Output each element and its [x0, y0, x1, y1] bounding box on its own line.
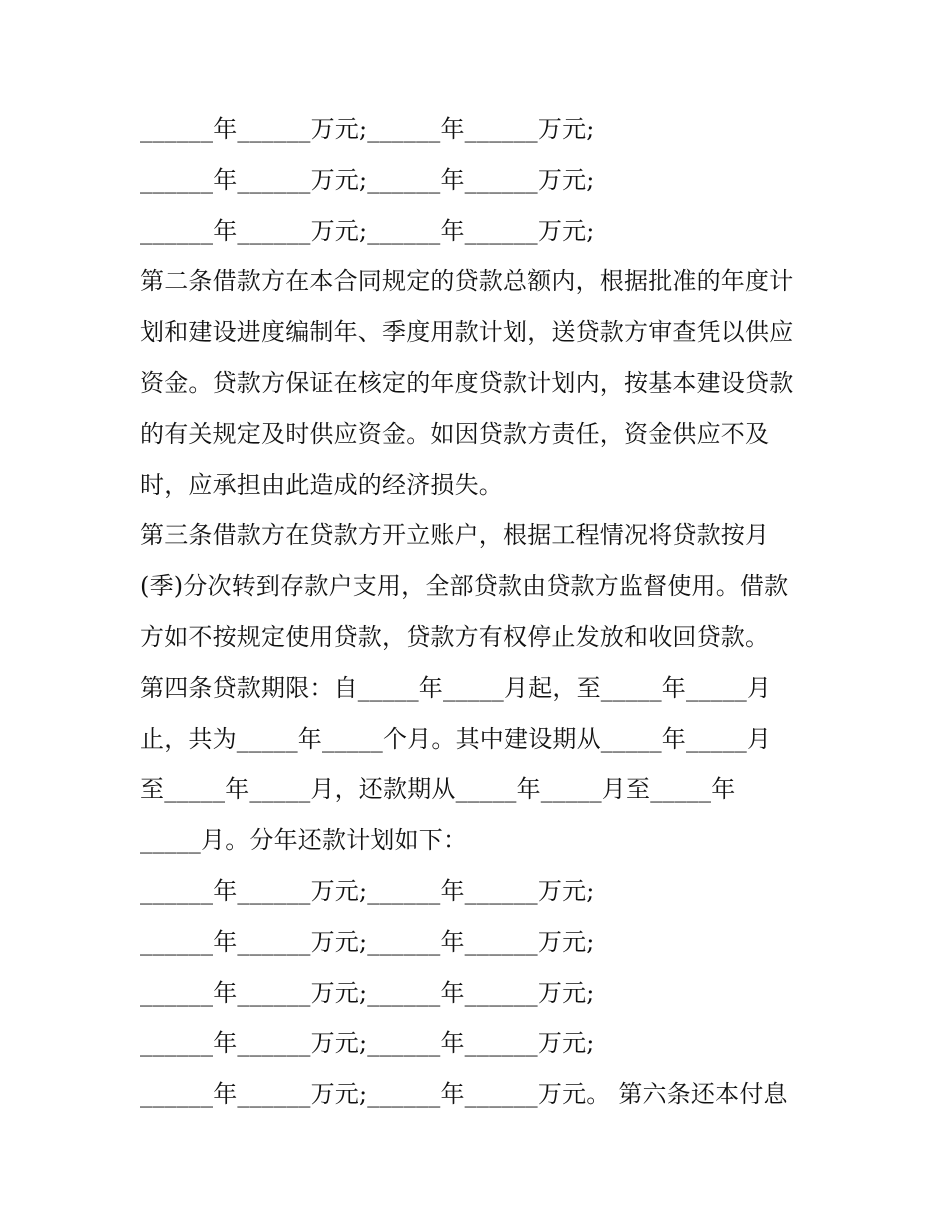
text-line: 的有关规定及时供应资金。如因贷款方责任，资金供应不及 [140, 419, 770, 448]
text-line: 第二条借款方在本合同规定的贷款总额内，根据批准的年度计 [140, 267, 794, 296]
text-line: ______年______万元;______年______万元。 第六条还本付息 [140, 1080, 788, 1109]
text-line: 资金。贷款方保证在核定的年度贷款计划内，按基本建设贷款 [140, 368, 794, 397]
text-line: ______年______万元;______年______万元; [140, 1029, 595, 1058]
text-line: _____月。分年还款计划如下： [140, 826, 468, 855]
text-line: 至_____年_____月，还款期从_____年_____月至_____年 [140, 775, 736, 804]
text-line: 第三条借款方在贷款方开立账户，根据工程情况将贷款按月 [140, 521, 770, 550]
text-line: 划和建设进度编制年、季度用款计划，送贷款方审查凭以供应 [140, 318, 794, 347]
text-line: ______年______万元;______年______万元; [140, 115, 595, 143]
text-line: 止，共为_____年_____个月。其中建设期从_____年_____月 [140, 724, 772, 753]
text-line: ______年______万元;______年______万元; [140, 876, 595, 905]
text-line: (季)分次转到存款户支用，全部贷款由贷款方监督使用。借款 [140, 572, 789, 601]
document-body [140, 104, 820, 1120]
text-line: ______年______万元;______年______万元; [140, 978, 595, 1007]
text-line: 方如不按规定使用贷款，贷款方有权停止发放和收回贷款。 [140, 622, 770, 651]
text-line: ______年______万元;______年______万元; [140, 165, 595, 194]
text-line: 时，应承担由此造成的经济损失。 [140, 470, 503, 499]
text-line: ______年______万元;______年______万元; [140, 216, 595, 245]
text-line: ______年______万元;______年______万元; [140, 927, 595, 956]
text-line: 第四条贷款期限：自_____年_____月起，至_____年_____月 [140, 673, 772, 702]
